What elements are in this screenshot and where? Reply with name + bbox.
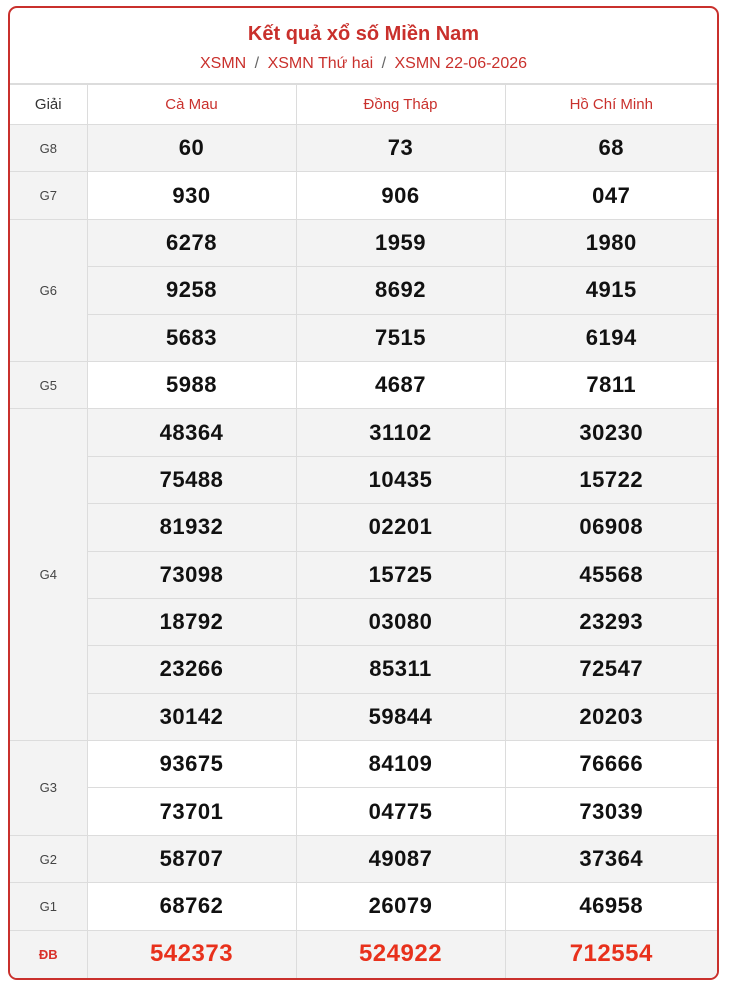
- prize-number: 8692: [296, 267, 505, 314]
- special-prize-number: 524922: [296, 930, 505, 977]
- prize-number: 76666: [505, 741, 717, 788]
- special-prize-number: 712554: [505, 930, 717, 977]
- breadcrumb-link-weekday[interactable]: XSMN Thứ hai: [267, 55, 374, 72]
- page-title: Kết quả xổ số Miền Nam: [247, 23, 480, 45]
- prize-number: 15725: [296, 551, 505, 598]
- prize-number: 48364: [87, 409, 296, 456]
- prize-number: 23293: [505, 598, 717, 645]
- prize-number: 31102: [296, 409, 505, 456]
- table-row: [10, 125, 717, 172]
- prize-label: G3: [10, 741, 87, 836]
- results-table: [10, 84, 717, 978]
- table-row: [10, 551, 717, 598]
- prize-number: 68: [505, 125, 717, 172]
- prize-label: G5: [10, 361, 87, 408]
- table-row: [10, 741, 717, 788]
- breadcrumb-link-xsmn[interactable]: XSMN: [199, 55, 247, 72]
- table-row: [10, 219, 717, 266]
- prize-number: 46958: [505, 883, 717, 930]
- prize-number: 5683: [87, 314, 296, 361]
- results-header: [10, 8, 717, 84]
- column-header-province: Đồng Tháp: [296, 85, 505, 125]
- prize-number: 4915: [505, 267, 717, 314]
- table-row: [10, 930, 717, 977]
- prize-number: 06908: [505, 504, 717, 551]
- column-header-province: Hồ Chí Minh: [505, 85, 717, 125]
- prize-number: 5988: [87, 361, 296, 408]
- prize-number: 6194: [505, 314, 717, 361]
- prize-number: 45568: [505, 551, 717, 598]
- prize-number: 37364: [505, 835, 717, 882]
- prize-number: 68762: [87, 883, 296, 930]
- prize-number: 59844: [296, 693, 505, 740]
- prize-number: 26079: [296, 883, 505, 930]
- prize-number: 7811: [505, 361, 717, 408]
- prize-number: 1980: [505, 219, 717, 266]
- table-row: [10, 883, 717, 930]
- prize-number: 15722: [505, 456, 717, 503]
- prize-number: 75488: [87, 456, 296, 503]
- prize-number: 03080: [296, 598, 505, 645]
- table-row: [10, 172, 717, 219]
- prize-label: G2: [10, 835, 87, 882]
- prize-label: G6: [10, 219, 87, 361]
- prize-number: 73701: [87, 788, 296, 835]
- prize-number: 30230: [505, 409, 717, 456]
- table-row: [10, 456, 717, 503]
- prize-number: 72547: [505, 646, 717, 693]
- prize-label: ĐB: [10, 930, 87, 977]
- prize-number: 9258: [87, 267, 296, 314]
- prize-number: 49087: [296, 835, 505, 882]
- breadcrumb: [10, 54, 717, 74]
- breadcrumb-separator: /: [254, 55, 260, 72]
- prize-number: 81932: [87, 504, 296, 551]
- prize-number: 7515: [296, 314, 505, 361]
- prize-number: 10435: [296, 456, 505, 503]
- prize-label: G4: [10, 409, 87, 741]
- prize-label: G7: [10, 172, 87, 219]
- prize-number: 6278: [87, 219, 296, 266]
- table-row: [10, 693, 717, 740]
- prize-number: 047: [505, 172, 717, 219]
- table-row: [10, 409, 717, 456]
- special-prize-number: 542373: [87, 930, 296, 977]
- prize-number: 930: [87, 172, 296, 219]
- prize-number: 84109: [296, 741, 505, 788]
- results-card: [8, 6, 719, 980]
- prize-label: G1: [10, 883, 87, 930]
- prize-number: 60: [87, 125, 296, 172]
- prize-number: 1959: [296, 219, 505, 266]
- prize-number: 73: [296, 125, 505, 172]
- table-row: [10, 598, 717, 645]
- table-row: [10, 314, 717, 361]
- prize-number: 73039: [505, 788, 717, 835]
- prize-number: 30142: [87, 693, 296, 740]
- table-row: [10, 646, 717, 693]
- prize-number: 23266: [87, 646, 296, 693]
- prize-number: 93675: [87, 741, 296, 788]
- table-row: [10, 788, 717, 835]
- results-body: [10, 125, 717, 978]
- table-header-row: [10, 85, 717, 125]
- prize-number: 18792: [87, 598, 296, 645]
- prize-number: 73098: [87, 551, 296, 598]
- prize-number: 04775: [296, 788, 505, 835]
- table-row: [10, 267, 717, 314]
- breadcrumb-link-date[interactable]: XSMN 22-06-2026: [394, 55, 528, 72]
- column-header-prize: Giải: [10, 85, 87, 125]
- prize-label: G8: [10, 125, 87, 172]
- breadcrumb-separator: /: [381, 55, 387, 72]
- prize-number: 906: [296, 172, 505, 219]
- table-row: [10, 361, 717, 408]
- column-header-province: Cà Mau: [87, 85, 296, 125]
- prize-number: 85311: [296, 646, 505, 693]
- prize-number: 20203: [505, 693, 717, 740]
- prize-number: 4687: [296, 361, 505, 408]
- table-row: [10, 835, 717, 882]
- prize-number: 58707: [87, 835, 296, 882]
- table-row: [10, 504, 717, 551]
- prize-number: 02201: [296, 504, 505, 551]
